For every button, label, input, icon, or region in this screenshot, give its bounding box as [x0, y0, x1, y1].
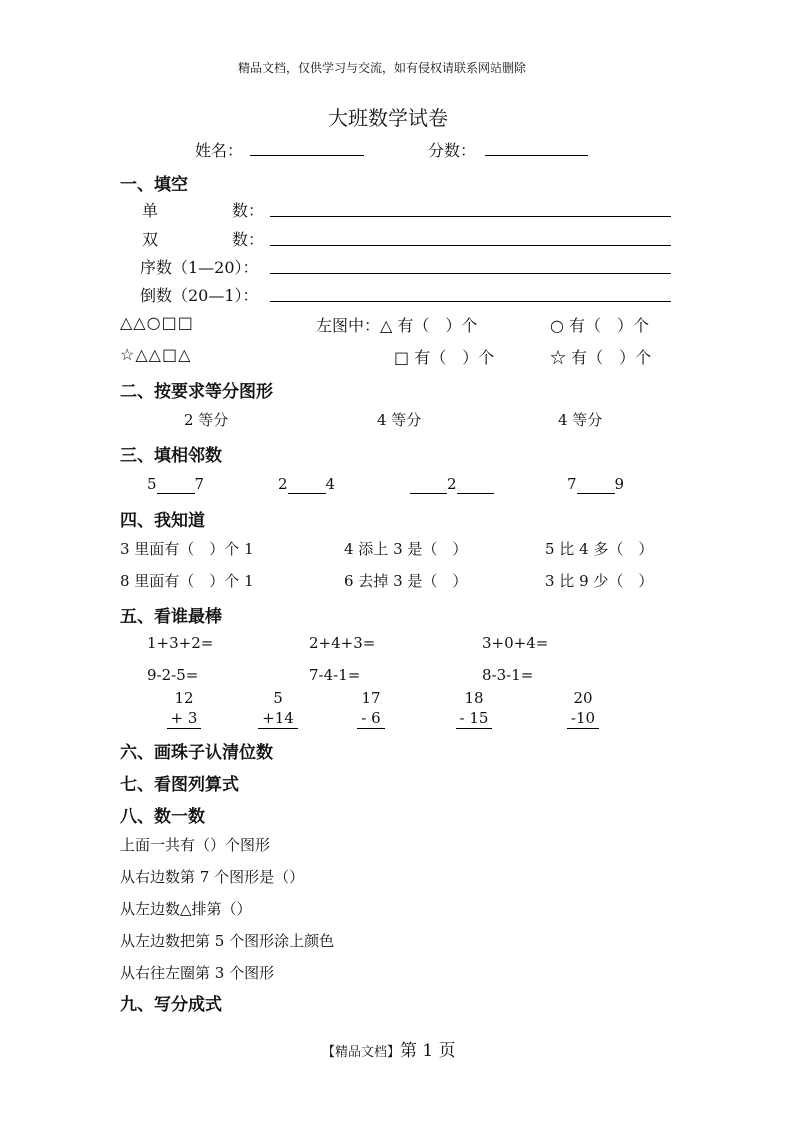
neighbor-number: 7 [567, 475, 577, 493]
name-label: 姓名： [195, 141, 244, 160]
footer-bracket: 【精品文档】 [322, 1045, 401, 1060]
vertical-top-number: 12 [174, 689, 194, 707]
vertical-problem [449, 688, 499, 729]
count-question: 从右往左圈第 3 个图形 [120, 964, 275, 982]
divide-label-3: 4 等分 [558, 411, 603, 429]
section-decomposition: 九、写分成式 [120, 995, 222, 1015]
vertical-top-number: 17 [361, 689, 381, 707]
neighbor-blank[interactable] [457, 475, 494, 494]
neighbor-blank[interactable] [410, 475, 447, 494]
shape-question-circle: ○ 有（ ）个 [550, 316, 650, 335]
divide-label-2: 4 等分 [377, 411, 422, 429]
section-divide-shapes: 二、按要求等分图形 [120, 382, 273, 402]
neighbor-number: 2 [278, 475, 288, 493]
odd-label-b: 数： [232, 201, 265, 220]
even-label-a: 双 [142, 230, 159, 249]
calc-question: 3+0+4= [482, 634, 549, 652]
section-calculation: 五、看谁最棒 [120, 607, 222, 627]
calc-question: 1+3+2= [147, 634, 214, 652]
neighbor-item-1 [147, 475, 204, 494]
page-footer [322, 1036, 456, 1061]
calc-question: 9-2-5= [147, 666, 199, 684]
know-question: 6 去掉 3 是（ ） [344, 572, 468, 590]
vertical-top-number: 18 [464, 689, 484, 707]
vertical-problem [161, 688, 207, 729]
vertical-problem [253, 688, 303, 729]
count-question: 从右边数第 7 个图形是（） [120, 868, 305, 886]
odd-label-a: 单 [142, 201, 159, 220]
header-notice: 精品文档，仅供学习与交流，如有侵权请联系网站删除 [238, 61, 527, 75]
neighbor-blank[interactable] [157, 475, 195, 494]
neighbor-item-4 [567, 475, 624, 494]
shape-question-star: ☆ 有（ ）个 [550, 348, 652, 367]
vertical-top-number: 5 [273, 689, 283, 707]
section-i-know: 四、我知道 [120, 511, 205, 531]
score-label: 分数： [428, 141, 477, 160]
count-question: 从左边数△排第（） [120, 900, 252, 918]
divide-label-1: 2 等分 [184, 411, 229, 429]
name-field[interactable] [250, 155, 364, 156]
shapes-row-1: △△○□□ [120, 313, 194, 332]
reverse-answer-line[interactable] [270, 301, 671, 302]
neighbor-number: 5 [147, 475, 157, 493]
neighbor-blank[interactable] [288, 475, 326, 494]
even-numbers-answer-line[interactable] [270, 245, 671, 246]
vertical-bottom-number: -10 [567, 708, 599, 729]
score-field[interactable] [485, 155, 588, 156]
know-question: 3 里面有（ ）个 1 [120, 540, 254, 558]
neighbor-item-2 [278, 475, 335, 494]
vertical-problem [557, 688, 609, 729]
reverse-label: 倒数（20—1）： [140, 286, 259, 305]
even-label-b: 数： [232, 230, 265, 249]
neighbor-number: 9 [614, 475, 625, 493]
know-question: 5 比 4 多（ ） [545, 540, 654, 558]
count-question: 从左边数把第 5 个图形涂上颜色 [120, 932, 335, 950]
section-beads: 六、画珠子认清位数 [120, 743, 273, 763]
footer-page-number: 第 1 页 [400, 1041, 456, 1061]
neighbor-number: 7 [194, 475, 205, 493]
neighbor-number: 2 [447, 475, 457, 493]
odd-numbers-answer-line[interactable] [270, 216, 671, 217]
neighbor-number: 4 [325, 475, 336, 493]
calc-question: 2+4+3= [309, 634, 376, 652]
shape-question-square: □ 有（ ）个 [394, 348, 495, 367]
count-question: 上面一共有（）个图形 [120, 836, 271, 854]
section-counting: 八、数一数 [120, 807, 205, 827]
neighbor-blank[interactable] [577, 475, 615, 494]
vertical-bottom-number: +14 [258, 708, 298, 729]
section-picture-equation: 七、看图列算式 [120, 775, 239, 795]
vertical-bottom-number: + 3 [167, 708, 202, 729]
vertical-bottom-number: - 15 [456, 708, 493, 729]
vertical-bottom-number: - 6 [357, 708, 384, 729]
shapes-row-2: ☆△△□△ [120, 345, 192, 364]
page-title: 大班数学试卷 [328, 106, 448, 130]
vertical-problem [348, 688, 394, 729]
vertical-top-number: 20 [573, 689, 593, 707]
know-question: 3 比 9 少（ ） [545, 572, 654, 590]
section-neighbors: 三、填相邻数 [120, 446, 222, 466]
sequence-label: 序数（1—20）： [140, 258, 259, 277]
know-question: 8 里面有（ ）个 1 [120, 572, 254, 590]
neighbor-item-3 [410, 475, 494, 494]
shape-question-triangle: 左图中：△ 有（ ）个 [316, 316, 478, 335]
sequence-answer-line[interactable] [270, 273, 671, 274]
calc-question: 8-3-1= [482, 666, 534, 684]
section-fill-blanks: 一、填空 [120, 175, 188, 195]
calc-question: 7-4-1= [309, 666, 361, 684]
know-question: 4 添上 3 是（ ） [344, 540, 468, 558]
